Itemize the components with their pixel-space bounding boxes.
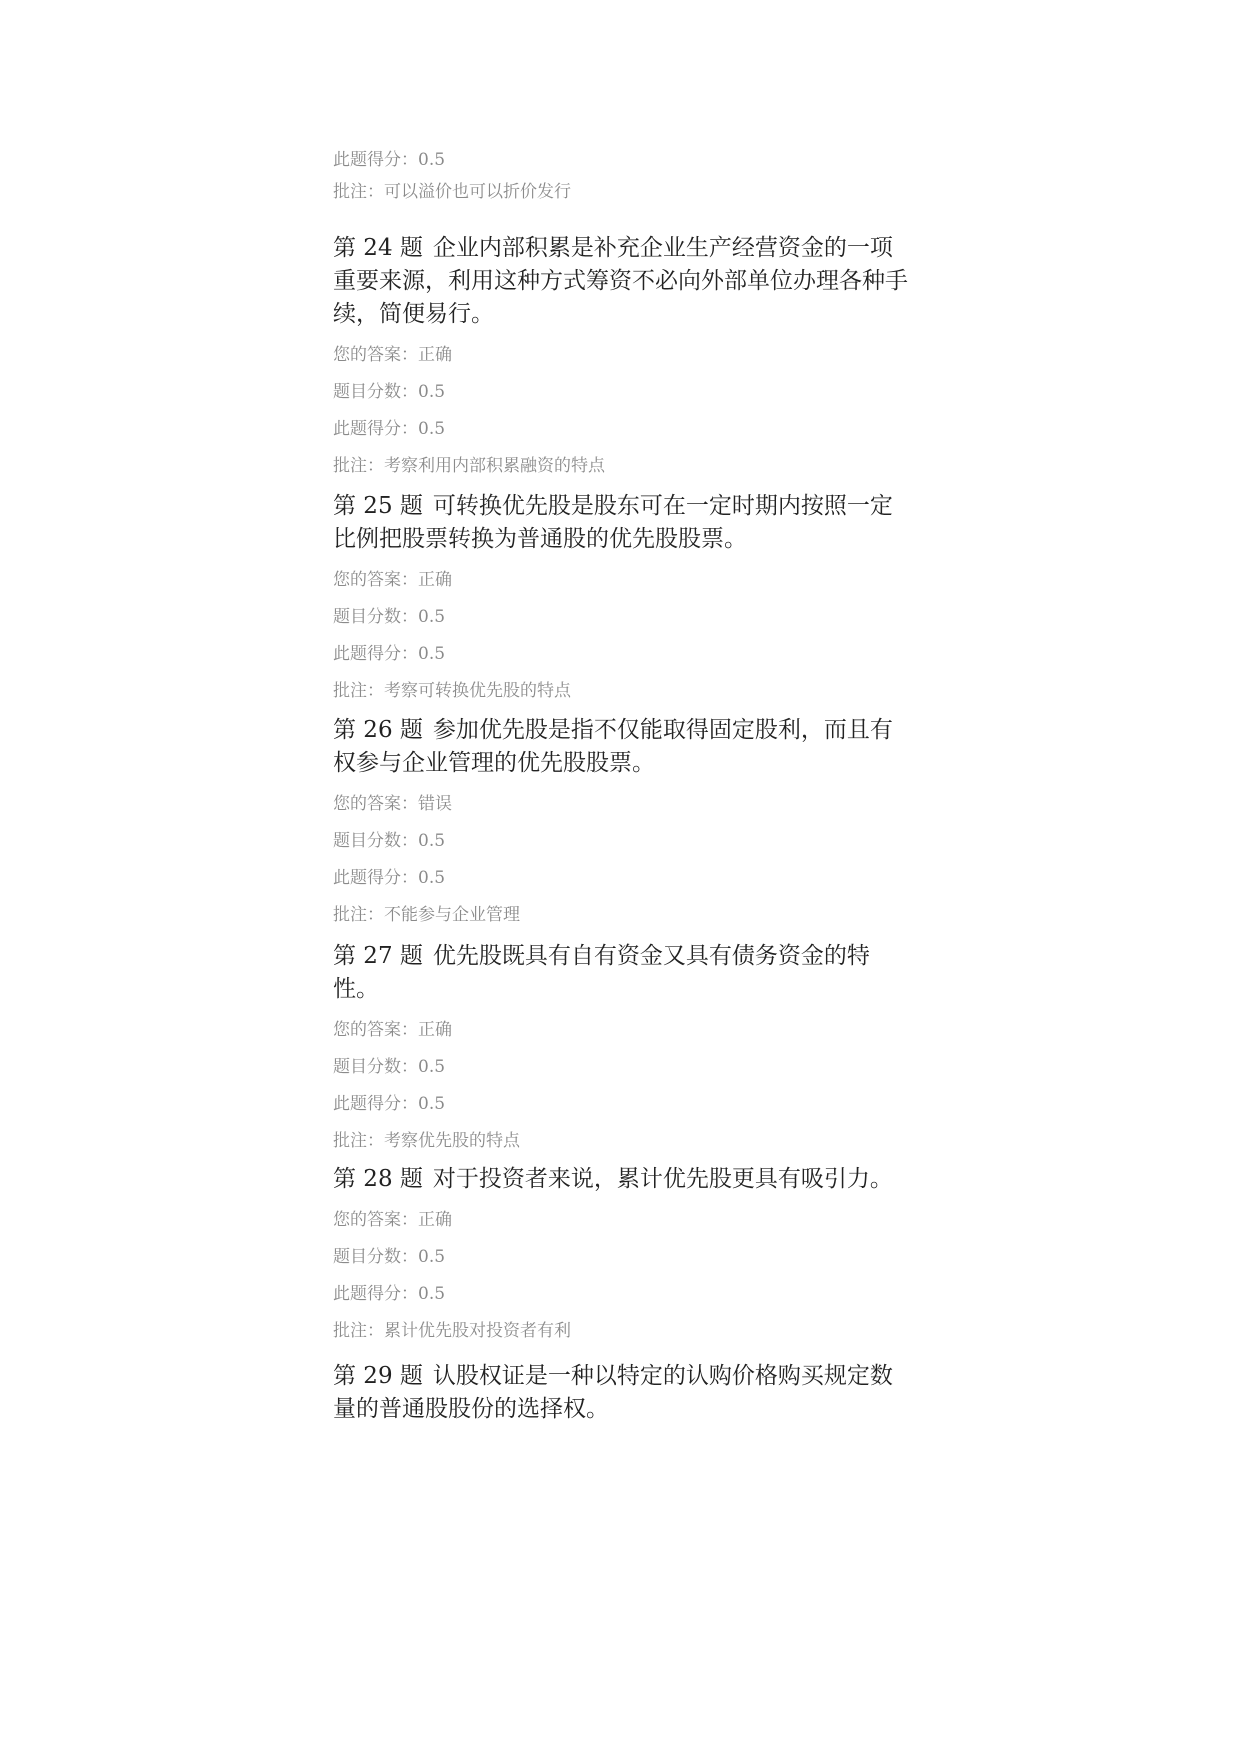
points-line: 题目分数：0.5 (333, 1247, 446, 1267)
answer-line: 您的答案：正确 (333, 1210, 452, 1230)
question-block-28 (333, 1163, 933, 1356)
question-title (333, 940, 913, 1006)
answer-line: 您的答案：错误 (333, 794, 452, 814)
points-line: 题目分数：0.5 (333, 831, 446, 851)
question-block-24 (333, 232, 913, 491)
note-line: 批注：累计优先股对投资者有利 (333, 1321, 571, 1341)
score-line: 此题得分：0.5 (333, 1094, 446, 1114)
question-title (333, 714, 913, 780)
score-line: 此题得分：0.5 (333, 644, 446, 664)
question-number: 第 26 题 (333, 717, 423, 743)
question-title (333, 490, 913, 556)
question-text: 认股权证是一种以特定的认购价格购买规定数量的普通股股份的选择权。 (333, 1363, 893, 1422)
question-text: 优先股既具有自有资金又具有债务资金的特性。 (333, 943, 870, 1002)
question-block-26 (333, 714, 913, 940)
note-line: 批注：不能参与企业管理 (333, 905, 520, 925)
question-number: 第 25 题 (333, 493, 423, 519)
question-text: 可转换优先股是股东可在一定时期内按照一定比例把股票转换为普通股的优先股股票。 (333, 493, 893, 552)
answer-line: 您的答案：正确 (333, 570, 452, 590)
question-block-27 (333, 940, 913, 1166)
answer-line: 您的答案：正确 (333, 1020, 452, 1040)
question-number: 第 27 题 (333, 943, 423, 969)
question-title (333, 232, 913, 331)
score-line: 此题得分：0.5 (333, 1284, 446, 1304)
question-number: 第 24 题 (333, 235, 423, 261)
points-line: 题目分数：0.5 (333, 607, 446, 627)
question-block-29 (333, 1360, 913, 1438)
question-text: 对于投资者来说，累计优先股更具有吸引力。 (432, 1166, 893, 1192)
note-line: 批注：考察利用内部积累融资的特点 (333, 456, 605, 476)
question-title (333, 1360, 913, 1426)
answer-line: 您的答案：正确 (333, 345, 452, 365)
prev-score-line: 此题得分：0.5 (333, 150, 446, 170)
points-line: 题目分数：0.5 (333, 1057, 446, 1077)
question-text: 企业内部积累是补充企业生产经营资金的一项重要来源，利用这种方式筹资不必向外部单位办理各种手续，简便易行。 (333, 235, 908, 327)
question-title (333, 1163, 933, 1196)
note-line: 批注：考察优先股的特点 (333, 1131, 520, 1151)
question-text: 参加优先股是指不仅能取得固定股利，而且有权参与企业管理的优先股股票。 (333, 717, 893, 776)
score-line: 此题得分：0.5 (333, 419, 446, 439)
note-line: 批注：考察可转换优先股的特点 (333, 681, 571, 701)
question-block-25 (333, 490, 913, 716)
points-line: 题目分数：0.5 (333, 382, 446, 402)
prev-note-line: 批注：可以溢价也可以折价发行 (333, 182, 571, 202)
question-number: 第 29 题 (333, 1363, 423, 1389)
score-line: 此题得分：0.5 (333, 868, 446, 888)
question-number: 第 28 题 (333, 1166, 423, 1192)
